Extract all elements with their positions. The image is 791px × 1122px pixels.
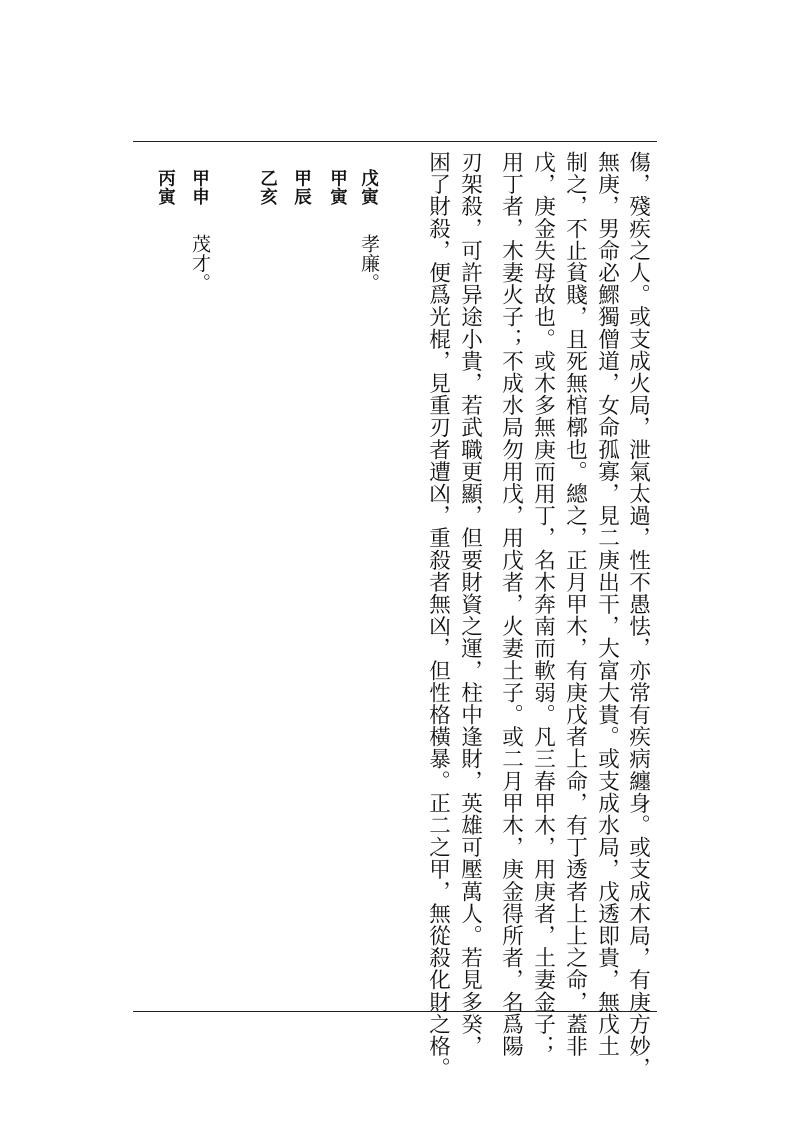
example-pillars-2: 甲寅 xyxy=(327,169,348,206)
text-column-7: 困了財殺，便爲光棍，見重刃者遭凶，重殺者無凶，但性格橫暴。正二之甲，無從殺化財之格。 xyxy=(425,151,451,1080)
text-column-4: 戊，庚金失母故也。或木多無庚而用丁，名木奔南而軟弱。凡三春甲木，用庚者，土妻金子； xyxy=(530,151,556,1058)
example-pillars-4: 乙亥 xyxy=(257,169,278,206)
example-note-5: 茂才。 xyxy=(189,234,211,293)
top-rule xyxy=(133,141,657,142)
example-note-1: 孝廉。 xyxy=(358,234,380,293)
text-column-2: 無庚，男命必鰥獨僧道，女命孤寡，見二庚出干，大富大貴。或支成水局，戊透即貴，無戊土 xyxy=(594,151,620,1058)
example-pillars-6: 丙寅 xyxy=(155,169,176,206)
text-column-1: 傷，殘疾之人。或支成火局，泄氣太過，性不愚怯，亦常有疾病纏身。或支成木局，有庚方妙， xyxy=(625,151,651,1080)
text-column-3: 制之，不止貧賤，且死無棺槨也。總之，正月甲木，有庚戊者上命，有丁透者上上之命，蓋非 xyxy=(562,151,588,1058)
text-column-6: 刃架殺，可許异途小貴，若武職更顯，但要財資之運，柱中逢財，英雄可壓萬人。若見多癸， xyxy=(457,151,483,1058)
example-pillars-5: 甲申 xyxy=(189,169,210,206)
example-pillars-3: 甲辰 xyxy=(291,169,312,206)
text-column-5: 用丁者，木妻火子；不成水局勿用戊，用戊者，火妻土子。或二月甲木，庚金得所者，名爲陽 xyxy=(498,151,524,1058)
example-pillars-1: 戊寅 xyxy=(358,169,379,206)
